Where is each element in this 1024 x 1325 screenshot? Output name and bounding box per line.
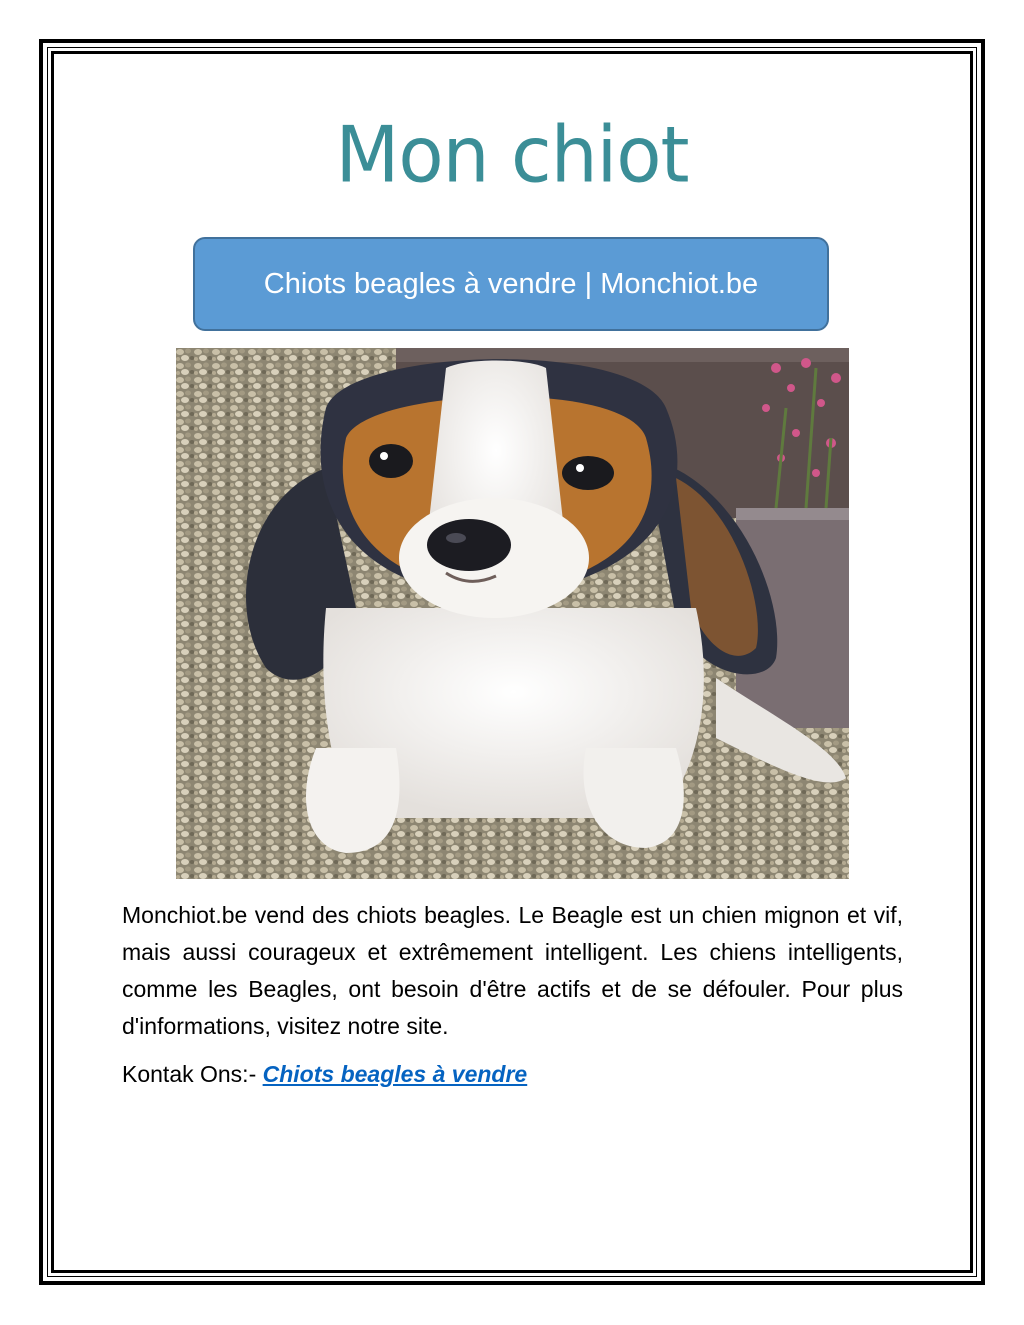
contact-link[interactable]: Chiots beagles à vendre xyxy=(262,1061,528,1087)
title-text: Chiots beagles à vendre | Monchiot.be xyxy=(263,267,759,300)
contact-label: Kontak Ons:- xyxy=(122,1061,263,1087)
description-paragraph: Monchiot.be vend des chiots beagles. Le Beagle est un chien mignon et vif, mais aussi courageux et extrêmement intelligent. Les chiens intelligents, comme les Beagles, ont besoin d'être actifs et de se défouler. Pour plus d'informations, visitez notre site. xyxy=(122,902,903,1039)
logo: Mon chiot xyxy=(335,109,689,201)
contact-line xyxy=(122,1061,527,1088)
puppy-photo xyxy=(176,348,849,879)
title-banner xyxy=(193,237,829,331)
